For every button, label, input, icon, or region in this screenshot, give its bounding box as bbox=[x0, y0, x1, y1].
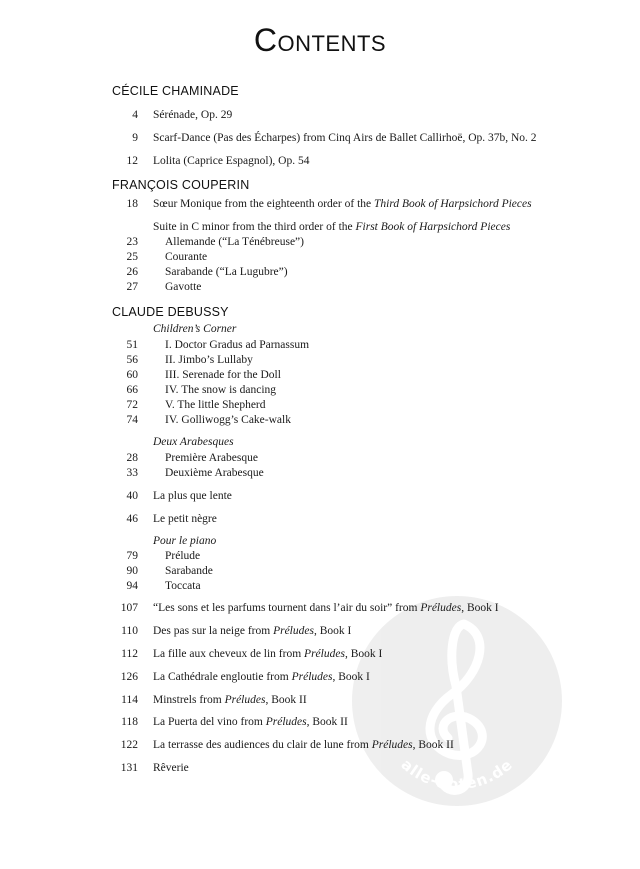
page-number: 131 bbox=[120, 762, 138, 774]
toc-entry[interactable] bbox=[0, 692, 640, 708]
toc-entry[interactable] bbox=[0, 646, 640, 662]
suite-heading: Suite in C minor from the third order of the First Book of Harpsichord Pieces bbox=[153, 221, 511, 233]
toc-entry[interactable] bbox=[0, 367, 640, 383]
entry-title: Sarabande (“La Lugubre”) bbox=[165, 266, 288, 278]
toc-entry[interactable] bbox=[0, 382, 640, 398]
entry-title: Sarabande bbox=[165, 565, 213, 577]
entry-title: La terrasse des audiences du clair de lune from Préludes, Book II bbox=[153, 739, 454, 751]
page-title: Contents bbox=[253, 22, 387, 58]
entry-title: Minstrels from Préludes, Book II bbox=[153, 694, 307, 706]
entry-title: IV. The snow is dancing bbox=[165, 384, 277, 396]
entry-title: Scarf-Dance (Pas des Écharpes) from Cinq Airs de Ballet Callirhoë, Op. 37b, No. 2 bbox=[153, 132, 537, 144]
page-number: 60 bbox=[126, 369, 138, 381]
page-number: 90 bbox=[126, 565, 138, 577]
entry-title: La plus que lente bbox=[153, 490, 232, 502]
toc-entry[interactable] bbox=[0, 511, 640, 527]
entry-title: I. Doctor Gradus ad Parnassum bbox=[165, 339, 310, 351]
toc-entry[interactable] bbox=[0, 488, 640, 504]
page-number: 51 bbox=[126, 339, 138, 351]
entry-title: Courante bbox=[165, 251, 208, 263]
page-number: 74 bbox=[126, 414, 138, 426]
page-number: 56 bbox=[126, 354, 138, 366]
toc-entry[interactable] bbox=[0, 397, 640, 413]
toc-entry[interactable] bbox=[0, 714, 640, 730]
entry-title: La Cathédrale engloutie from Préludes, Book I bbox=[153, 671, 370, 683]
page-number: 4 bbox=[132, 109, 138, 121]
toc-entry[interactable] bbox=[0, 450, 640, 466]
page-number: 40 bbox=[126, 490, 138, 502]
toc-entry[interactable] bbox=[0, 669, 640, 685]
page-number: 33 bbox=[126, 467, 138, 479]
toc-entry[interactable] bbox=[0, 548, 640, 564]
watermark-text: alle-noten.de bbox=[397, 755, 517, 794]
entry-title: “Les sons et les parfums tournent dans l’air du soir” from Préludes, Book I bbox=[153, 602, 499, 614]
page-number: 112 bbox=[121, 648, 138, 660]
entry-title: II. Jimbo’s Lullaby bbox=[165, 354, 253, 366]
entry-title: Des pas sur la neige from Préludes, Book I bbox=[153, 625, 352, 637]
entry-title: Rêverie bbox=[153, 762, 189, 774]
page-number: 28 bbox=[126, 452, 138, 464]
entry-title: Prélude bbox=[165, 550, 201, 562]
composer-heading: CLAUDE DEBUSSY bbox=[112, 305, 229, 319]
page-number: 66 bbox=[126, 384, 138, 396]
toc-entry[interactable] bbox=[0, 737, 640, 753]
page-number: 9 bbox=[132, 132, 138, 144]
entry-title: IV. Golliwogg’s Cake-walk bbox=[165, 414, 291, 426]
collection-heading: Children’s Corner bbox=[153, 323, 237, 335]
composer-heading: CÉCILE CHAMINADE bbox=[112, 84, 239, 98]
toc-entry[interactable] bbox=[0, 107, 640, 123]
page-number: 23 bbox=[126, 236, 138, 248]
page-number: 26 bbox=[126, 266, 138, 278]
composer-heading: FRANÇOIS COUPERIN bbox=[112, 178, 250, 192]
entry-title: Toccata bbox=[165, 580, 201, 592]
toc-entry[interactable] bbox=[0, 249, 640, 265]
entry-title: Lolita (Caprice Espagnol), Op. 54 bbox=[153, 155, 310, 167]
entry-title: La fille aux cheveux de lin from Préludes, Book I bbox=[153, 648, 383, 660]
toc-entry[interactable] bbox=[0, 153, 640, 169]
page-number: 46 bbox=[126, 513, 138, 525]
entry-title: Deuxième Arabesque bbox=[165, 467, 264, 479]
page-number: 18 bbox=[126, 198, 138, 210]
entry-title: III. Serenade for the Doll bbox=[165, 369, 281, 381]
toc-entry[interactable] bbox=[0, 578, 640, 594]
entry-title: Sœur Monique from the eighteenth order of the Third Book of Harpsichord Pieces bbox=[153, 198, 532, 210]
toc-entry[interactable] bbox=[0, 760, 640, 776]
page-number: 126 bbox=[120, 671, 138, 683]
toc-entry[interactable] bbox=[0, 412, 640, 428]
toc-entry[interactable] bbox=[0, 234, 640, 250]
entry-title: V. The little Shepherd bbox=[165, 399, 266, 411]
page-number: 118 bbox=[121, 716, 138, 728]
page-number: 25 bbox=[126, 251, 138, 263]
entry-title: Allemande (“La Ténébreuse”) bbox=[165, 236, 304, 248]
toc-entry[interactable] bbox=[0, 279, 640, 295]
collection-heading: Pour le piano bbox=[153, 535, 217, 547]
entry-title: Première Arabesque bbox=[165, 452, 258, 464]
page-number: 114 bbox=[121, 694, 138, 706]
toc-entry[interactable] bbox=[0, 196, 640, 212]
page-number: 12 bbox=[126, 155, 138, 167]
toc-entry[interactable] bbox=[0, 600, 640, 616]
entry-title: Le petit nègre bbox=[153, 513, 217, 525]
page-number: 72 bbox=[126, 399, 138, 411]
toc-entry[interactable] bbox=[0, 264, 640, 280]
toc-entry[interactable] bbox=[0, 563, 640, 579]
toc-entry[interactable] bbox=[0, 623, 640, 639]
toc-entry[interactable] bbox=[0, 130, 640, 146]
toc-entry[interactable] bbox=[0, 337, 640, 353]
entry-title: Sérénade, Op. 29 bbox=[153, 109, 233, 121]
collection-heading: Deux Arabesques bbox=[153, 436, 234, 448]
page-number: 110 bbox=[121, 625, 138, 637]
page-number: 122 bbox=[120, 739, 138, 751]
page-number: 94 bbox=[126, 580, 138, 592]
page-number: 27 bbox=[126, 281, 138, 293]
toc-entry[interactable] bbox=[0, 465, 640, 481]
entry-title: La Puerta del vino from Préludes, Book II bbox=[153, 716, 348, 728]
toc-entry[interactable] bbox=[0, 352, 640, 368]
entry-title: Gavotte bbox=[165, 281, 202, 293]
page-number: 79 bbox=[126, 550, 138, 562]
page-number: 107 bbox=[120, 602, 138, 614]
